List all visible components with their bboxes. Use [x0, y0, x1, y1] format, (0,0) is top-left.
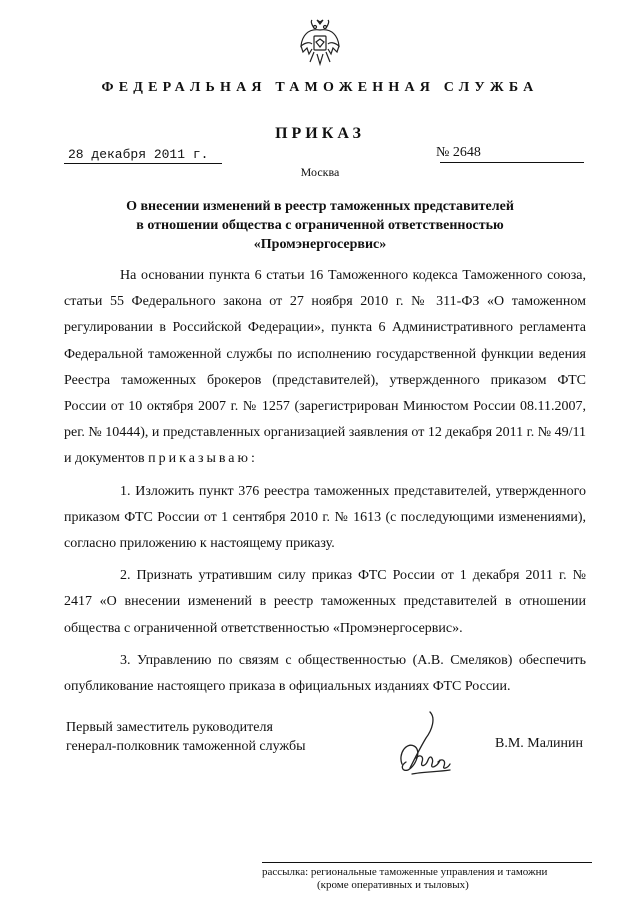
- distribution-line: рассылка: региональные таможенные управления и таможни: [262, 866, 548, 878]
- russian-coat-of-arms-icon: [298, 18, 342, 68]
- subject-line: «Промэнергосервис»: [253, 237, 387, 252]
- order-city: Москва: [300, 165, 340, 179]
- order-item-3: 3. Управлению по связям с общественностью (А.В. Смеляков) обеспечить опубликование настоящего приказа в официальных изданиях ФТС России.: [64, 652, 586, 695]
- order-word: приказываю:: [148, 451, 258, 467]
- order-item-2: 2. Признать утратившим силу приказ ФТС России от 1 декабря 2011 г. № 2417 «О внесении изменений в реестр таможенных представителей в отношении общества с ограниченной ответственностью «Промэнергосервис».: [64, 568, 586, 636]
- subject-line: О внесении изменений в реестр таможенных представителей: [126, 199, 514, 214]
- distribution-line: (кроме оперативных и тыловых): [317, 879, 469, 891]
- number-underline: [440, 162, 584, 163]
- order-body: [64, 263, 586, 700]
- order-date: 28 декабря 2011 г.: [68, 147, 209, 162]
- order-title: ПРИКАЗ: [275, 125, 365, 142]
- subject-line: в отношении общества с ограниченной ответственностью: [136, 218, 504, 233]
- position-line: Первый заместитель руководителя: [66, 720, 273, 735]
- order-number: № 2648: [436, 145, 481, 160]
- preamble-text: На основании пункта 6 статьи 16 Таможенного кодекса Таможенного союза, статьи 55 Федерального закона от 27 ноября 2010 г. № 311-ФЗ «О таможенном регулировании в Российской Федерации», пункта 6 Административного регламента Федеральной таможенной службы по исполнению государственной функции ведения Реестра таможенных брокеров (представителей), утвержденного приказом ФТС России от 10 октября 2007 г. № 1257 (зарегистрирован Минюстом России 08.11.2007, рег. № 10444), и представленных организацией заявления от 12 декабря 2011 г. № 49/11 и документов: [64, 268, 586, 467]
- handwritten-signature-icon: [392, 708, 454, 780]
- preamble-paragraph: [64, 263, 586, 473]
- signer-position: [66, 718, 305, 756]
- agency-name: ФЕДЕРАЛЬНАЯ ТАМОЖЕННАЯ СЛУЖБА: [101, 80, 539, 95]
- distribution-list: [262, 866, 622, 892]
- order-subject: [90, 197, 550, 254]
- position-line: генерал-полковник таможенной службы: [66, 739, 306, 754]
- distribution-divider: [262, 862, 592, 863]
- date-underline: [64, 163, 222, 164]
- order-item-1: 1. Изложить пункт 376 реестра таможенных представителей, утвержденного приказом ФТС России от 1 сентября 2010 г. № 1613 (с последующими изменениями), согласно приложению к настоящему приказу.: [64, 483, 586, 552]
- signer-name: В.М. Малинин: [495, 736, 584, 751]
